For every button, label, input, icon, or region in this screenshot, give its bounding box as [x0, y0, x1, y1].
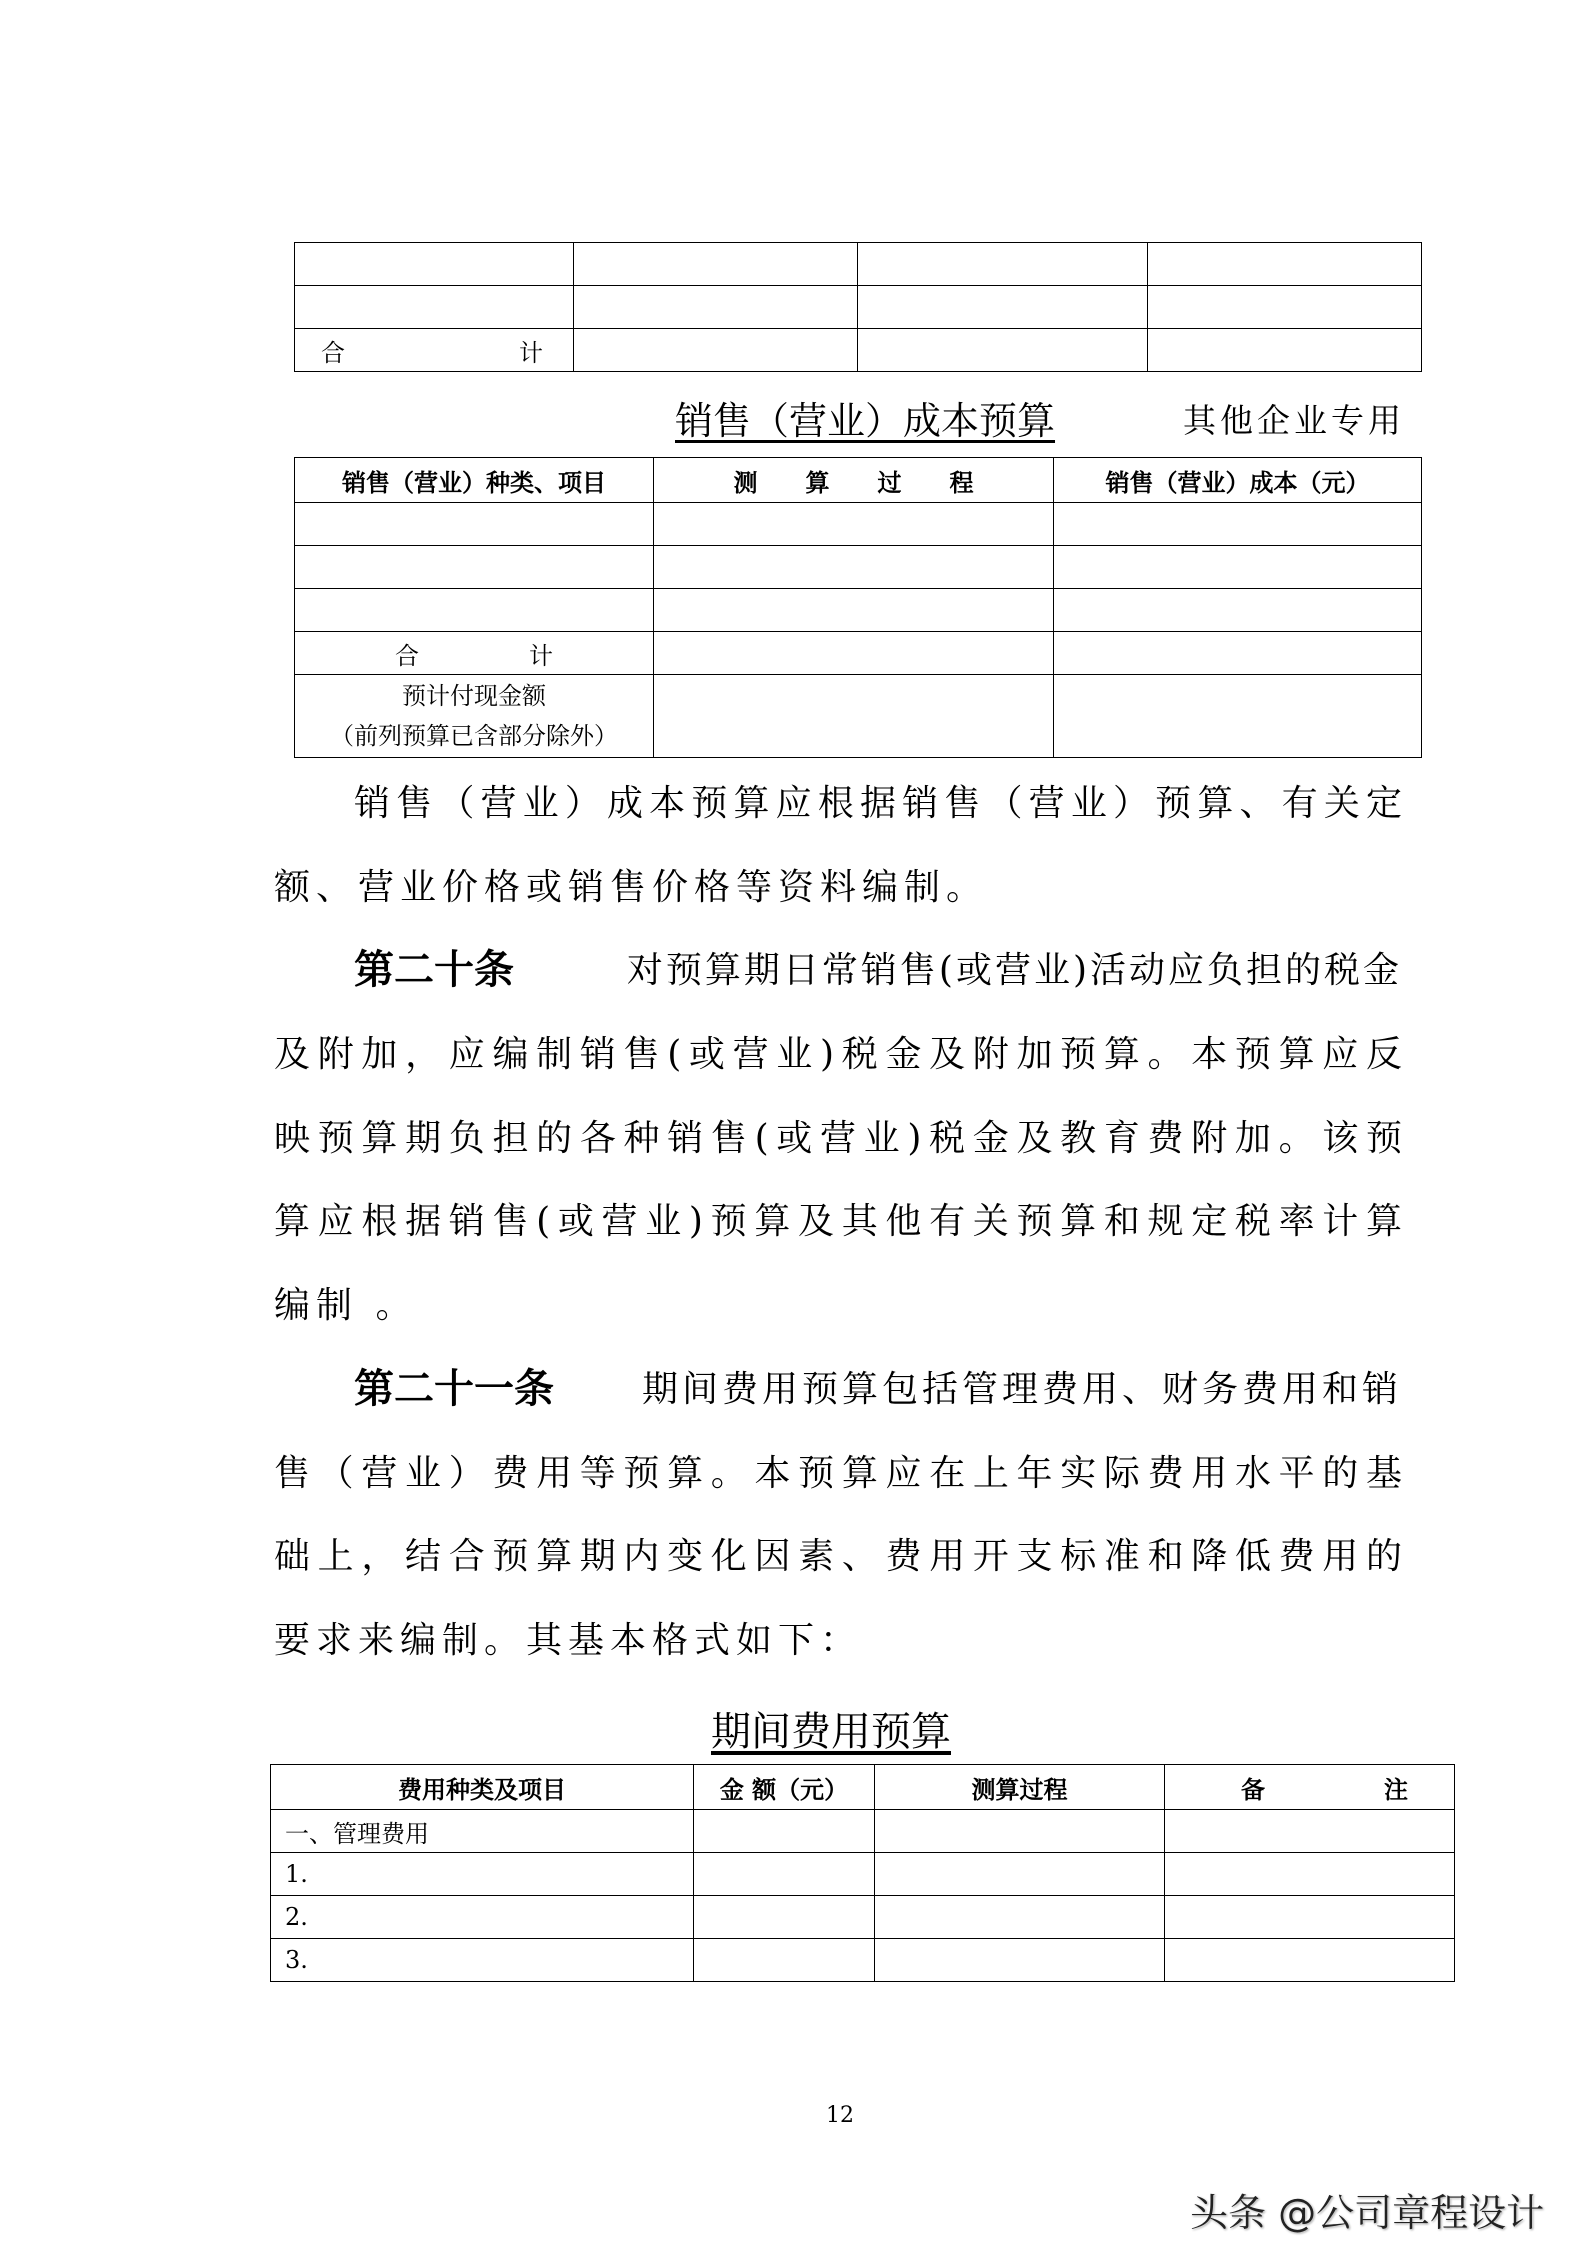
paragraph-line: 售（营业）费用等预算。本预算应在上年实际费用水平的基: [274, 1453, 1402, 1494]
total-label-left: 合: [395, 641, 419, 670]
table-row: [271, 1853, 1455, 1896]
paragraph-line: [354, 1361, 1402, 1414]
header-category: 销售（营业）种类、项目: [295, 458, 654, 503]
cash-amount-label: 预计付现金额: [402, 682, 546, 710]
header-cost: 销售（营业）成本（元）: [1054, 458, 1422, 503]
total-label-left: 合: [321, 338, 345, 367]
header-process: 测算过程: [875, 1765, 1165, 1810]
remark-right: 注: [1384, 1774, 1408, 1804]
header-process: 测 算 过 程: [654, 458, 1054, 503]
paragraph-line: [354, 942, 1402, 995]
row-label: 3.: [271, 1939, 694, 1982]
header-amount: 金 额（元）: [694, 1765, 875, 1810]
row-label: 1.: [271, 1853, 694, 1896]
cost-budget-table: [294, 457, 1422, 758]
paragraph-line: 映预算期负担的各种销售(或营业)税金及教育费附加。该预: [274, 1118, 1402, 1159]
paragraph-line: 及附加，应编制销售(或营业)税金及附加预算。本预算应反: [274, 1034, 1402, 1075]
table-row: [271, 1896, 1455, 1939]
table-row: [295, 632, 1422, 675]
table-row: [295, 286, 1422, 329]
paragraph-line: 要求来编制。其基本格式如下：: [274, 1620, 863, 1661]
total-label-right: 计: [529, 641, 553, 670]
paragraph-line: 额、营业价格或销售价格等资料编制。: [274, 867, 989, 908]
watermark: 头条 @公司章程设计: [1190, 2191, 1545, 2235]
table-row: [295, 675, 1422, 758]
cost-budget-note: 其他企业专用: [1183, 401, 1405, 440]
table-row: [271, 1939, 1455, 1982]
table-header-row: [295, 458, 1422, 503]
article-21-heading: 第二十一条: [354, 1365, 554, 1412]
paragraph-line: 销售（营业）成本预算应根据销售（营业）预算、有关定: [354, 783, 1402, 824]
top-table: [294, 242, 1422, 372]
cost-budget-title: 销售（营业）成本预算: [675, 399, 1056, 443]
paragraph-line: 编制 。: [274, 1285, 418, 1326]
header-remark: [1165, 1765, 1455, 1810]
period-budget-table: [270, 1764, 1455, 1982]
page-number: 12: [826, 2103, 854, 2128]
row-label: 一、管理费用: [271, 1810, 694, 1853]
header-category: 费用种类及项目: [271, 1765, 694, 1810]
table-row: [295, 589, 1422, 632]
paragraph-text: 对预算期日常销售(或营业)活动应负担的税金: [626, 950, 1402, 991]
cash-amount-note: （前列预算已含部分除外）: [330, 722, 618, 750]
article-20-heading: 第二十条: [354, 946, 514, 993]
row-label: 2.: [271, 1896, 694, 1939]
paragraph-text: 期间费用预算包括管理费用、财务费用和销: [641, 1369, 1402, 1410]
total-label-right: 计: [519, 338, 543, 367]
table-header-row: [271, 1765, 1455, 1810]
paragraph-line: 础上，结合预算期内变化因素、费用开支标准和降低费用的: [274, 1536, 1402, 1577]
table-row: [295, 503, 1422, 546]
period-budget-title: 期间费用预算: [711, 1709, 951, 1755]
remark-left: 备: [1241, 1774, 1265, 1804]
paragraph-line: 算应根据销售(或营业)预算及其他有关预算和规定税率计算: [274, 1201, 1402, 1242]
table-row: [271, 1810, 1455, 1853]
table-row: [295, 329, 1422, 372]
table-row: [295, 243, 1422, 286]
table-row: [295, 546, 1422, 589]
